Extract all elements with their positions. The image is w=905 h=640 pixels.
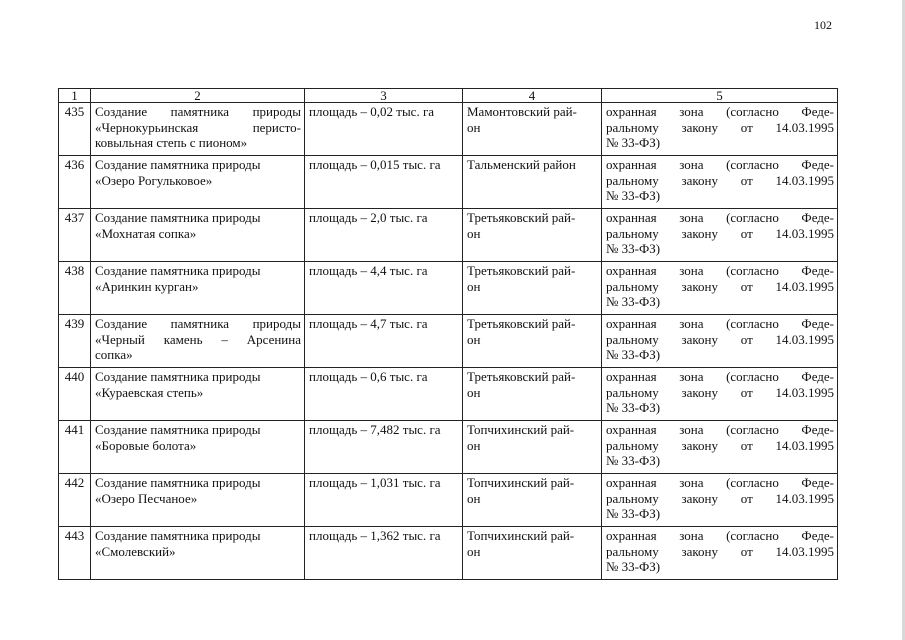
description-cell [91, 315, 305, 368]
description-cell [91, 421, 305, 474]
cell-text-line: Создание памятника природы [95, 422, 261, 437]
cell-text-line: ральному закону от 14.03.1995 [606, 278, 834, 294]
cell-text-line: охранная зона (согласно Феде- [606, 422, 834, 437]
cell-text-line: «Озеро Песчаное» [95, 490, 198, 506]
district-cell [463, 527, 602, 580]
cell-text-line: охранная зона (согласно Феде- [606, 157, 834, 172]
description-cell [91, 527, 305, 580]
description-cell [91, 156, 305, 209]
protection-zone-cell [602, 103, 838, 156]
header-row [59, 89, 838, 103]
column-header: 3 [305, 89, 463, 103]
cell-text-line: № 33-ФЗ) [606, 188, 661, 203]
district-cell [463, 421, 602, 474]
cell-text-line: Тальменский район [467, 157, 576, 172]
cell-text-line: охранная зона (согласно Феде- [606, 475, 834, 490]
cell-text-line: № 33-ФЗ) [606, 347, 661, 362]
cell-text-line: охранная зона (согласно Феде- [606, 316, 834, 331]
cell-text-line: «Аринкин курган» [95, 278, 199, 294]
cell-text-line: ральному закону от 14.03.1995 [606, 331, 834, 347]
protection-zone-cell [602, 156, 838, 209]
cell-text-line: Создание памятника природы [95, 104, 301, 119]
description-cell [91, 474, 305, 527]
table-row [59, 103, 838, 156]
area-cell: площадь – 0,6 тыс. га [305, 368, 463, 421]
area-cell: площадь – 0,02 тыс. га [305, 103, 463, 156]
row-number-cell: 441 [59, 421, 91, 474]
column-header: 5 [602, 89, 838, 103]
area-cell: площадь – 1,031 тыс. га [305, 474, 463, 527]
cell-text-line: Создание памятника природы [95, 210, 261, 225]
cell-text-line: «Чернокурьинская перисто- [95, 119, 301, 135]
area-cell: площадь – 0,015 тыс. га [305, 156, 463, 209]
cell-text-line: «Озеро Рогульковое» [95, 172, 213, 188]
area-cell: площадь – 4,7 тыс. га [305, 315, 463, 368]
district-cell [463, 156, 602, 209]
cell-text-line: Третьяковский рай- [467, 316, 576, 331]
cell-text-line: Топчихинский рай- [467, 475, 575, 490]
area-cell: площадь – 1,362 тыс. га [305, 527, 463, 580]
table-row [59, 209, 838, 262]
cell-text-line: № 33-ФЗ) [606, 559, 661, 574]
column-header: 1 [59, 89, 91, 103]
protection-zone-cell [602, 421, 838, 474]
table-body [59, 103, 838, 580]
district-cell [463, 262, 602, 315]
description-cell [91, 262, 305, 315]
cell-text-line: он [467, 225, 481, 241]
cell-text-line: охранная зона (согласно Феде- [606, 528, 834, 543]
cell-text-line: Создание памятника природы [95, 528, 261, 543]
cell-text-line: ковыльная степь с пионом» [95, 135, 248, 150]
table-row [59, 262, 838, 315]
document-table [58, 88, 838, 580]
protection-zone-cell [602, 315, 838, 368]
cell-text-line: «Мохнатая сопка» [95, 225, 197, 241]
cell-text-line: Создание памятника природы [95, 157, 261, 172]
cell-text-line: охранная зона (согласно Феде- [606, 210, 834, 225]
row-number-cell: 439 [59, 315, 91, 368]
cell-text-line: он [467, 278, 481, 294]
protection-zone-cell [602, 474, 838, 527]
protection-zone-cell [602, 368, 838, 421]
column-header: 2 [91, 89, 305, 103]
row-number-cell: 440 [59, 368, 91, 421]
cell-text-line: «Черный камень – Арсенина [95, 331, 301, 347]
cell-text-line: № 33-ФЗ) [606, 294, 661, 309]
cell-text-line: Третьяковский рай- [467, 263, 576, 278]
district-cell [463, 103, 602, 156]
table-row [59, 368, 838, 421]
cell-text-line: ральному закону от 14.03.1995 [606, 172, 834, 188]
district-cell [463, 209, 602, 262]
district-cell [463, 368, 602, 421]
cell-text-line: «Боровые болота» [95, 437, 197, 453]
row-number-cell: 443 [59, 527, 91, 580]
cell-text-line: он [467, 490, 481, 506]
protection-zone-cell [602, 262, 838, 315]
page-number: 102 [814, 18, 832, 32]
cell-text-line: Топчихинский рай- [467, 422, 575, 437]
cell-text-line: Создание памятника природы [95, 263, 261, 278]
table-row [59, 527, 838, 580]
cell-text-line: Третьяковский рай- [467, 369, 576, 384]
area-cell: площадь – 7,482 тыс. га [305, 421, 463, 474]
protection-zone-cell [602, 209, 838, 262]
cell-text-line: № 33-ФЗ) [606, 400, 661, 415]
cell-text-line: Создание памятника природы [95, 475, 261, 490]
area-cell: площадь – 2,0 тыс. га [305, 209, 463, 262]
cell-text-line: ральному закону от 14.03.1995 [606, 490, 834, 506]
description-cell [91, 103, 305, 156]
cell-text-line: Создание памятника природы [95, 369, 261, 384]
cell-text-line: он [467, 543, 481, 559]
cell-text-line: Третьяковский рай- [467, 210, 576, 225]
table-row [59, 474, 838, 527]
table-row [59, 421, 838, 474]
row-number-cell: 442 [59, 474, 91, 527]
row-number-cell: 436 [59, 156, 91, 209]
description-cell [91, 368, 305, 421]
cell-text-line: охранная зона (согласно Феде- [606, 369, 834, 384]
table-row [59, 156, 838, 209]
cell-text-line: ральному закону от 14.03.1995 [606, 119, 834, 135]
description-cell [91, 209, 305, 262]
cell-text-line: сопка» [95, 347, 133, 362]
cell-text-line: Топчихинский рай- [467, 528, 575, 543]
cell-text-line: ральному закону от 14.03.1995 [606, 384, 834, 400]
cell-text-line: ральному закону от 14.03.1995 [606, 543, 834, 559]
cell-text-line: он [467, 119, 481, 135]
row-number-cell: 438 [59, 262, 91, 315]
cell-text-line: охранная зона (согласно Феде- [606, 104, 834, 119]
column-header: 4 [463, 89, 602, 103]
protection-zone-cell [602, 527, 838, 580]
area-cell: площадь – 4,4 тыс. га [305, 262, 463, 315]
cell-text-line: он [467, 437, 481, 453]
row-number-cell: 437 [59, 209, 91, 262]
cell-text-line: охранная зона (согласно Феде- [606, 263, 834, 278]
cell-text-line: «Смолевский» [95, 543, 176, 559]
cell-text-line: № 33-ФЗ) [606, 453, 661, 468]
table-row [59, 315, 838, 368]
district-cell [463, 474, 602, 527]
district-cell [463, 315, 602, 368]
cell-text-line: № 33-ФЗ) [606, 135, 661, 150]
cell-text-line: Создание памятника природы [95, 316, 301, 331]
cell-text-line: он [467, 331, 481, 347]
cell-text-line: «Кураевская степь» [95, 384, 204, 400]
cell-text-line: № 33-ФЗ) [606, 241, 661, 256]
cell-text-line: Мамонтовский рай- [467, 104, 577, 119]
cell-text-line: ральному закону от 14.03.1995 [606, 437, 834, 453]
cell-text-line: № 33-ФЗ) [606, 506, 661, 521]
row-number-cell: 435 [59, 103, 91, 156]
cell-text-line: он [467, 384, 481, 400]
cell-text-line: ральному закону от 14.03.1995 [606, 225, 834, 241]
